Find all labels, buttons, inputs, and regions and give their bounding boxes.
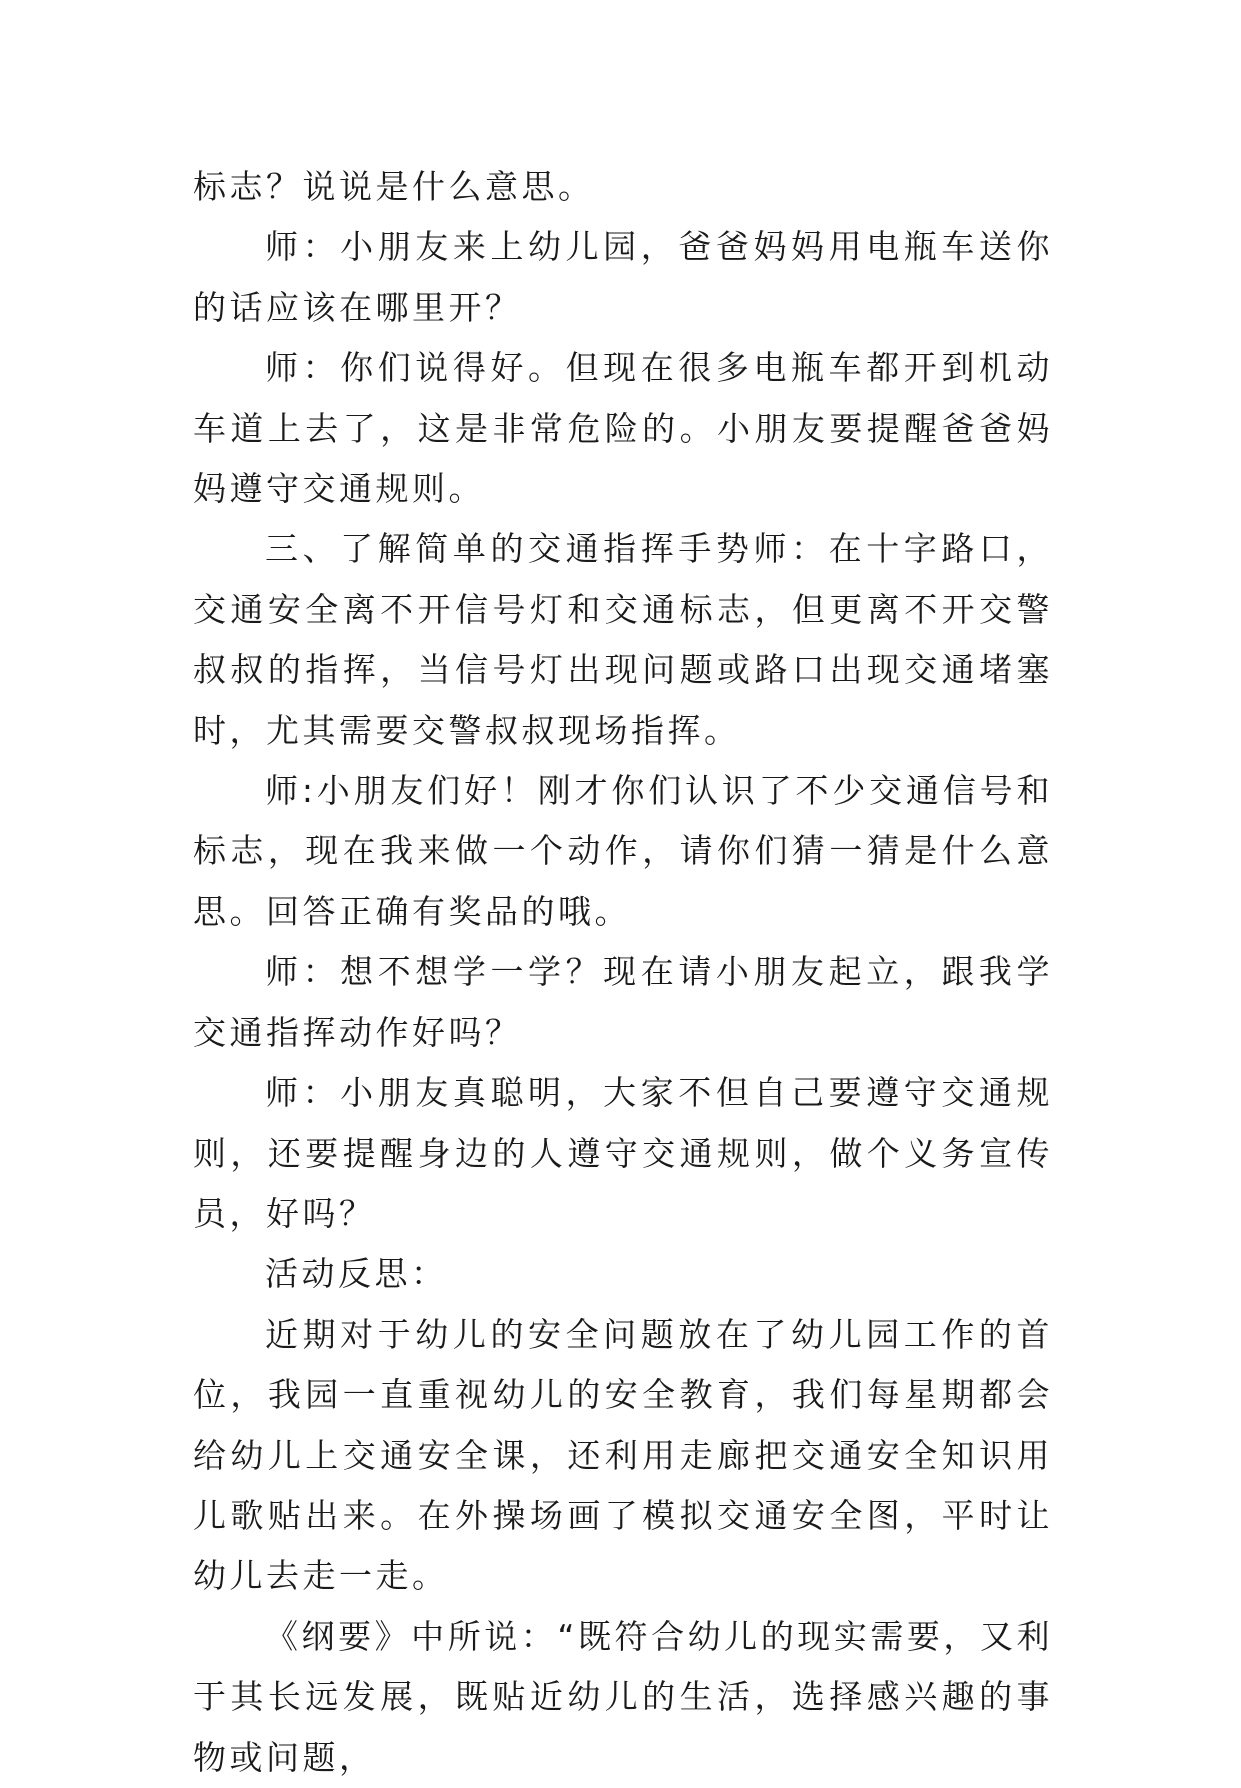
paragraph-teacher-guess-action: 师:小朋友们好！刚才你们认识了不少交通信号和标志，现在我来做一个动作，请你们猜一猜是什么意思。回答正确有奖品的哦。 <box>193 771 1053 931</box>
paragraph-reflection-heading: 活动反思： <box>265 1254 448 1294</box>
document-body <box>193 157 1053 1788</box>
paragraph-teacher-learn-gestures: 师：想不想学一学？现在请小朋友起立，跟我学交通指挥动作好吗？ <box>193 952 1053 1052</box>
paragraph-guideline-quote: 《纲要》中所说：“既符合幼儿的现实需要，又利于其长远发展，既贴近幼儿的生活，选择感兴趣的事物或问题， <box>193 1616 1053 1777</box>
paragraph-reflection-body: 近期对于幼儿的安全问题放在了幼儿园工作的首位，我园一直重视幼儿的安全教育，我们每星期都会给幼儿上交通安全课，还利用走廊把交通安全知识用儿歌贴出来。在外操场画了模拟交通安全图，平时让幼儿去走一走。 <box>193 1314 1053 1596</box>
paragraph-continuation: 标志？说说是什么意思。 <box>193 167 595 206</box>
paragraph-teacher-electric-bike: 师：你们说得好。但现在很多电瓶车都开到机动车道上去了，这是非常危险的。小朋友要提醒爸爸妈妈遵守交通规则。 <box>193 348 1053 509</box>
paragraph-teacher-volunteer: 师：小朋友真聪明，大家不但自己要遵守交通规则，还要提醒身边的人遵守交通规则，做个义务宣传员，好吗？ <box>193 1073 1053 1233</box>
paragraph-teacher-question-parking: 师：小朋友来上幼儿园，爸爸妈妈用电瓶车送你的话应该在哪里开？ <box>193 227 1053 327</box>
paragraph-section-three-gestures: 三、了解简单的交通指挥手势师：在十字路口，交通安全离不开信号灯和交通标志，但更离不开交警叔叔的指挥，当信号灯出现问题或路口出现交通堵塞时，尤其需要交警叔叔现场指挥。 <box>193 529 1053 750</box>
